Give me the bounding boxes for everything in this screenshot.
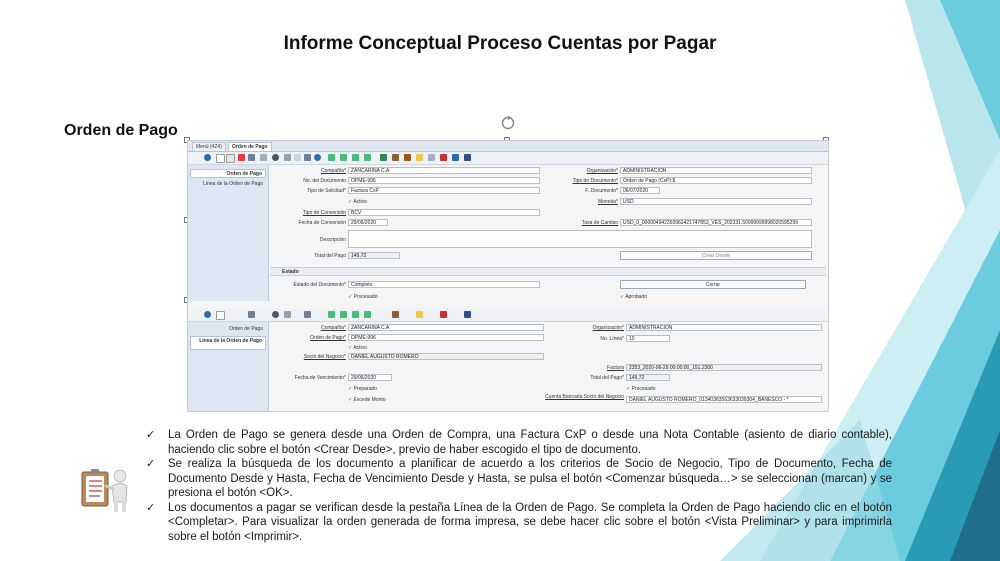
line-activo-checkbox[interactable]: ✓ Activo [348,345,367,351]
print-icon[interactable] [392,311,399,318]
no-documento-field[interactable]: OPME-996 [348,177,540,184]
bullet-text: La Orden de Pago se genera desde una Orden de Compra, una Factura CxP o desde una Nota Contable (asiento de diario contable), haciendo clic sobre el botón <Crear Desde>, previo de haber escogido el tipo de documento. [168,429,892,456]
bullet-text: Los documentos a pagar se verifican desde la pestaña Línea de la Orden de Pago. Se completa la Orden de Pago haciendo clic en el botón <Completar>. Para visualizar la orden generada de forma impresa, se debe hacer clic sobre el botón <Vista Preliminar> y para imprimirla sobre el botón <Imprimir>. [168,501,892,543]
copy-icon[interactable] [226,154,235,163]
bullet-item [146,428,892,457]
save-icon[interactable] [248,154,255,161]
rotate-handle-icon[interactable] [500,115,516,131]
compania-field[interactable]: ZANCARINA C.A [348,167,540,174]
attach-icon[interactable] [284,154,291,161]
checkmark-icon: ✓ [146,458,156,470]
sidebar-item-orden-de-pago[interactable]: Orden de Pago [229,326,263,332]
line-factura-label: Factura [607,365,624,371]
refresh-icon[interactable] [260,154,267,161]
line-excede-monto-checkbox[interactable]: ✓ Excede Monto [348,397,386,403]
sidebar-item-linea-orden[interactable]: Línea de la Orden de Pago [190,336,266,350]
tab-orden-de-pago[interactable]: Orden de Pago [228,142,272,151]
attach-icon[interactable] [284,311,291,318]
line-orden-pago-label: Orden de Pago* [310,335,346,341]
descripcion-field[interactable] [348,230,812,248]
erp-screenshot[interactable] [187,140,829,412]
new-icon[interactable] [216,311,225,320]
sidebar-line-panel [188,322,269,412]
report-icon[interactable] [380,154,387,161]
delete-icon[interactable] [238,154,245,161]
descripcion-label: Descripción [319,237,346,243]
no-documento-label: No. del Documento [303,178,346,184]
chat-icon[interactable] [294,154,301,161]
line-socio-label: Socio del Negocio* [303,354,346,360]
organizacion-field[interactable]: ADMINISTRACIÓN [620,167,812,174]
history-icon[interactable] [304,154,311,161]
line-fecha-vencimiento-label: Fecha de Vencimiento* [294,375,346,381]
fecha-conversion-label: Fecha de Conversión [298,220,346,226]
window-icon[interactable] [464,311,471,318]
archive-icon[interactable] [404,154,411,161]
checkmark-icon: ✓ [146,501,156,514]
lock-icon[interactable] [416,311,423,318]
line-factura-field[interactable]: 2353_2020-06-29 00:00:00_151.2300 [626,364,822,371]
sidebar-item-orden-de-pago[interactable]: Orden de Pago [190,169,266,178]
estado-documento-label: Estado del Documento* [293,282,346,288]
line-no-linea-field[interactable]: 10 [626,335,670,342]
workflow-icon[interactable] [440,311,447,318]
compania-label: Compañía* [320,168,346,174]
nav-next-icon[interactable] [352,311,359,318]
tipo-solicitud-label: Tipo de Solicitud* [307,188,346,194]
moneda-label: Moneda* [597,199,618,205]
bullet-list [146,428,892,544]
nav-prev-icon[interactable] [340,311,347,318]
nav-next-icon[interactable] [352,154,359,161]
workflow-icon[interactable] [440,154,447,161]
line-preparado-checkbox[interactable]: ✓ Preparado [348,386,377,392]
moneda-field[interactable]: USD [620,198,812,205]
line-organizacion-label: Organización* [592,325,624,331]
line-compania-field[interactable]: ZANCARINA C.A [348,324,544,331]
line-orden-pago-field[interactable]: OPME-996 [348,334,544,341]
sidebar-item-linea-orden[interactable]: Línea de la Orden de Pago [202,181,263,187]
bullet-text: Se realiza la búsqueda de los documento a planificar de acuerdo a los criterios de Socio de Negocio, Tipo de Documento, Fecha de Documento Desde y Hasta, Fecha de Vencimiento Desde y Hasta, se pulsa el botón <Comenzar búsqueda…> se seleccionan (marcan) y se presiona el botón <OK>. [168,458,892,499]
total-pago-label: Total del Pago [314,253,346,259]
line-total-pago-field[interactable]: 149,72 [626,374,670,381]
new-icon[interactable] [216,154,225,163]
tasa-cambio-field[interactable]: USD_0_000004942393962421747853_VES_202331.50999999998020595299 [620,219,812,226]
aprobado-checkbox[interactable]: ✓ Aprobado [620,294,647,300]
clipboard-person-icon [80,464,134,514]
fecha-conversion-field[interactable]: 29/06/2020 [348,219,388,226]
line-total-pago-label: Total del Pago* [590,375,624,381]
window-tabs [188,141,828,152]
checkmark-icon: ✓ [146,429,156,441]
clock-icon[interactable] [314,154,321,161]
print-icon[interactable] [392,154,399,161]
f-documento-label: F. Documento* [585,188,618,194]
tab-menu[interactable]: Menú (4Z4) [192,142,226,151]
line-cuenta-label: Cuenta Bancaria Socio del Negocio [545,394,624,400]
zoom-icon[interactable] [428,154,435,161]
tipo-conversion-field[interactable]: BCV [348,209,540,216]
tipo-conversion-label: Tipo de Conversión [302,210,346,216]
tasa-cambio-label: Tasa de Cambio [581,220,618,226]
bullet-item [146,501,892,545]
line-socio-field[interactable]: DANIEL AUGUSTO ROMERO [348,353,544,360]
procesado-checkbox[interactable]: ✓ Procesado [348,294,378,300]
nav-first-icon[interactable] [328,311,335,318]
toolbar [188,152,828,165]
line-compania-label: Compañía* [320,325,346,331]
toolbar-lines [188,309,828,322]
tipo-solicitud-field[interactable]: Factura CxP [348,187,540,194]
cerrar-button[interactable]: Cerrar [620,280,806,289]
slide-title: Informe Conceptual Proceso Cuentas por Pagar [283,33,717,54]
activo-checkbox[interactable]: ✓ Activo [348,199,367,205]
tipo-documento-label: Tipo de Documento* [572,178,618,184]
search-icon[interactable] [272,311,279,318]
help-icon[interactable] [204,311,211,318]
save-icon[interactable] [248,311,255,318]
nav-last-icon[interactable] [364,154,371,161]
total-pago-field[interactable]: 149,72 [348,252,400,259]
nav-first-icon[interactable] [328,154,335,161]
help-icon[interactable] [204,154,211,161]
estado-documento-field[interactable]: Completo [348,281,540,288]
estado-section-header[interactable]: Estado [270,267,826,276]
lock-icon[interactable] [416,154,423,161]
line-fecha-vencimiento-field[interactable]: 29/06/2020 [348,374,392,381]
organizacion-label: Organización* [586,168,618,174]
line-cuenta-field[interactable]: DANIEL AUGUSTO ROMERO_01340363563633039304_BANESCO - * [626,396,822,403]
line-organizacion-field[interactable]: ADMINISTRACIÓN [626,324,822,331]
sidebar-header-panel [188,165,269,301]
nav-last-icon[interactable] [364,311,371,318]
crear-desde-button[interactable]: Crear Desde [620,251,812,260]
tipo-documento-field[interactable]: Orden de Pago (CxP) $ [620,177,812,184]
window-icon[interactable] [464,154,471,161]
history-icon[interactable] [304,311,311,318]
section-title: Orden de Pago [64,122,178,139]
process-icon[interactable] [452,154,459,161]
search-icon[interactable] [272,154,279,161]
nav-prev-icon[interactable] [340,154,347,161]
f-documento-field[interactable]: 06/07/2020 [620,187,660,194]
line-no-linea-label: No. Línea* [600,336,624,342]
bullet-item [146,457,892,501]
line-procesado-checkbox[interactable]: ✓ Procesado [626,386,656,392]
